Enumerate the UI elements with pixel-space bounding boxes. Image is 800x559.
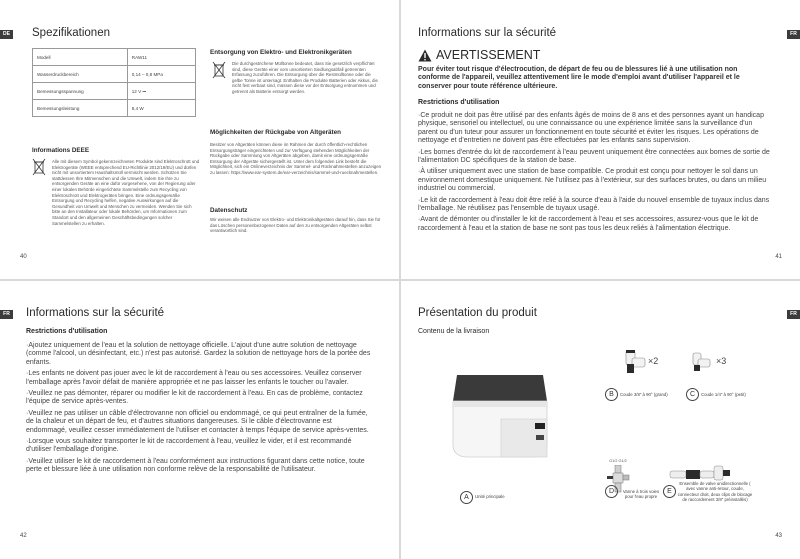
list-item: ·Veuillez ne pas utiliser un câble d'électrovanne non officiel ou endommagé, ce qui peut entraîner de la fumée, de la chaleur et un départ de feu, et d'autres situations dangereuses. Si le câble d'électrovanne est endommagé, veuillez cesser immédiatement de l'utiliser et contacter à temps l'équipe de service après-ventes.	[26, 409, 369, 434]
spec-value: 8,4 W	[127, 100, 195, 117]
table-row	[33, 66, 196, 83]
label-b: B	[605, 388, 618, 401]
spec-label: Bemessungsleistung	[33, 100, 128, 117]
warning-icon	[418, 49, 432, 62]
page-number: 43	[775, 533, 782, 539]
warning-title: AVERTISSEMENT	[436, 48, 541, 62]
language-tag: FR	[787, 310, 800, 319]
page-number: 41	[775, 254, 782, 260]
table-row	[33, 49, 196, 66]
page-title: Spezifikationen	[32, 27, 110, 39]
label-c: C	[686, 388, 699, 401]
bullet-list	[26, 342, 372, 478]
datenschutz-title: Datenschutz	[210, 207, 248, 214]
list-item: ·Les bornes d'entrée du kit de raccordement à l'eau peuvent uniquement être connectées aux bornes de sortie de l'alimentation DC spécifiques de la station de base.	[418, 148, 770, 165]
elbow-small-icon	[690, 351, 712, 373]
rueckgabe-text: Besitzer von Altgeräten können diese im Rahmen der durch öffentlich-rechtlichen Entsorgungsträger eingerichteten und zur Verfügung stehenden Möglichkeiten der Rückgabe oder Sammlung von Altgeräten abgeben, damit eine ordnungsgemäße Entsorgung der Altgeräte sichergestellt ist. Unter dem folgenden Link besteht die Möglichkeit, sich ein Onlineverzeichnis der Sammel- und Rücknahmestellen anzuzeigen zu lassen: https://www.ear-system.de/ear-verzeichnis/sammel-und-ruecknahmestellen.	[210, 142, 382, 175]
list-item: ·Veuillez utiliser le kit de raccordement à l'eau conformément aux instructions figurant dans cette notice, toute perte et blessure liée à une utilisation non conforme relève de la responsabilité de l'utilisateur.	[26, 457, 365, 474]
elbow-large-icon	[623, 349, 647, 375]
label-e: E	[663, 485, 676, 498]
language-tag: FR	[0, 310, 13, 319]
caption-e: Ensemble de valve unidirectionnelle ( avec vanne anti-retour, coude, connecteur droit, deux clips de blocage de raccordement 3/8" préinstallés)	[677, 481, 753, 503]
list-item: ·Les enfants ne doivent pas jouer avec le kit de raccordement à l'eau ou ses accessoires. Veuillez conserver l'emballage après l'avoir défait de manière appropriée et ne pas laisser les enfants le toucher ou l'avaler.	[26, 370, 362, 386]
table-row	[33, 83, 196, 100]
crossed-bin-icon	[32, 158, 46, 176]
spec-label: Wasserdruckbereich	[33, 66, 128, 83]
restrictions-title: Restrictions d'utilisation	[26, 328, 108, 335]
list-item: ·Lorsque vous souhaitez transporter le kit de raccordement à l'eau, veuillez le vider, et il est recommandé d'utiliser l'emballage d'origine.	[26, 438, 352, 454]
spec-table	[32, 48, 196, 117]
table-row	[33, 100, 196, 117]
spec-label: Modell	[33, 49, 128, 66]
spec-value: 12 V ⎓	[127, 83, 195, 100]
list-item: ·Veuillez ne pas démonter, réparer ou modifier le kit de raccordement à l'eau. En cas de problème, contactez l'équipe de service après-ventes.	[26, 390, 363, 406]
list-item: ·Ajoutez uniquement de l'eau et la solution de nettoyage officielle. L'ajout d'une autre solution de nettoyage (comme l'alcool, un désinfectant, etc.) n'est pas autorisé. Gardez la solution de nettoyage hors de la portée des enfants.	[26, 342, 371, 366]
page-gutter-horizontal	[0, 279, 800, 281]
spec-label: Bemessungsspannung	[33, 83, 128, 100]
caption-b: Coude 3/8" à 90° (grand)	[620, 392, 668, 397]
crossed-bin-icon	[212, 61, 226, 79]
list-item: ·Le kit de raccordement à l'eau doit être relié à la source d'eau à l'aide du nouvel ensemble de tuyaux inclus dans l'emballage. Ne réutilisez pas l'ensemble de tuyaux usagé.	[418, 196, 770, 213]
language-tag: DE	[0, 30, 13, 39]
language-tag: FR	[787, 30, 800, 39]
label-a: A	[460, 491, 473, 504]
rueckgabe-title: Möglichkeiten der Rückgabe von Altgeräten	[210, 129, 341, 136]
caption-d: Vanne à trois voies pour l'eau propre	[622, 489, 660, 500]
deee-title: Informations DEEE	[32, 147, 90, 154]
restrictions-title: Restrictions d'utilisation	[418, 99, 500, 106]
page-40	[0, 0, 399, 279]
entsorgung-title: Entsorgung von Elektro- und Elektronikgeräten	[210, 49, 352, 56]
page-title: Informations sur la sécurité	[26, 307, 165, 319]
caption-a: Unité principale	[475, 494, 505, 499]
page-42	[0, 281, 399, 559]
bullet-list	[418, 112, 770, 236]
quantity-c: ×3	[716, 356, 727, 366]
valve-marking: G1/2 G1/2	[609, 459, 627, 463]
main-unit-illustration	[443, 361, 563, 471]
page-title: Présentation du produit	[418, 307, 537, 319]
page-number: 42	[20, 533, 27, 539]
label-d: D	[605, 485, 618, 498]
warning-text: Pour éviter tout risque d'électrocution, de départ de feu ou de blessures lié à une utilisation non conforme de l'appareil, veuillez attentivement lire le mode d'emploi avant d'utiliser l'appareil et le conserver pour toute référence ultérieure.	[418, 66, 740, 90]
quantity-b: ×2	[648, 356, 659, 366]
spec-value: 0,14 – 0,8 MPa	[127, 66, 195, 83]
page-title: Informations sur la sécurité	[418, 27, 557, 39]
list-item: ·Avant de démonter ou d'installer le kit de raccordement à l'eau et ses accessoires, assurez-vous que le kit de raccordement à l'eau et la station de base ne sont pas tous les deux reliés à l'alimentation électrique.	[418, 216, 759, 232]
list-item: ·Ce produit ne doit pas être utilisé par des enfants âgés de moins de 8 ans et des personnes ayant un handicap physique, sensoriel ou intellectuel, ou une connaissance ou une expérience limitée sans la surveillance d'un parent ou d'un tuteur pour assurer un fonctionnement en toute sécurité et éviter les risques. Les opérations de nettoyage et d'entretien ne doivent pas être effectuées par les enfants sans supervision.	[418, 112, 764, 145]
datenschutz-text: Wir weisen alle Endnutzer von Elektro- und Elektronikaltgeräten darauf hin, dass Sie für das Löschen personenbezogener Daten auf den zu entsorgenden Altgeräten selbst verantwortlich sind.	[210, 217, 381, 234]
caption-c: Coude 1/4" à 90° (petit)	[701, 392, 746, 397]
spec-value: RAW11	[127, 49, 195, 66]
page-43	[401, 281, 800, 559]
page-number: 40	[20, 254, 27, 260]
deee-text: Alle mit diesem Symbol gekennzeichneten Produkte sind Elektroschrott und Elektrogeräte (WEEE entsprechend EU-Richtlinie 2012/19/EU) und dürfen nicht mit unsortiertem Haushaltsmüll vermischt werden. Schützen Sie stattdessen Ihre Mitmenschen und die Umwelt, indem Sie Ihre zu entsorgenden Geräte an eine dafür vorgesehene, von der Regierung oder einer lokalen Behörde eingerichtete Sammelstelle zum Recycling von Elektroschrott und Elektrogeräten bringen. Eine ordnungsgemäße Entsorgung und Recycling helfen, negative Auswirkungen auf die Gesundheit von Umwelt und Menschen zu vermeiden. Wenden Sie sich bitte an den Installateur oder lokale Behörden, um Informationen zum Standort und den allgemeinen Geschäftsbedingungen solcher Sammelstellen zu erhalten.	[52, 159, 200, 226]
page-41	[401, 0, 800, 279]
entsorgung-text: Die durchgestrichene Mülltonne bedeutet, dass Sie gesetzlich verpflichtet sind, diese Geräte einer vom unsortierten Siedlungsabfall getrennten Erfassung zuzuführen. Die Entsorgung über die Restmülltonne oder die gelbe Tonne ist untersagt. Enthalten die Produkte Batterien oder Akkus, die nicht fest verbaut sind, müssen diese vor der Entsorgung entnommen und getrennt als Batterie entsorgt werden.	[232, 61, 378, 94]
list-item: ·À utiliser uniquement avec une station de base compatible. Ce produit est conçu pour nettoyer le sol dans un environnement domestique uniquement. Ne l'utilisez pas à l'extérieur, sur des surfaces brutes, ou dans un milieu industriel ou commercial.	[418, 168, 767, 193]
product-subtitle: Contenu de la livraison	[418, 328, 490, 335]
